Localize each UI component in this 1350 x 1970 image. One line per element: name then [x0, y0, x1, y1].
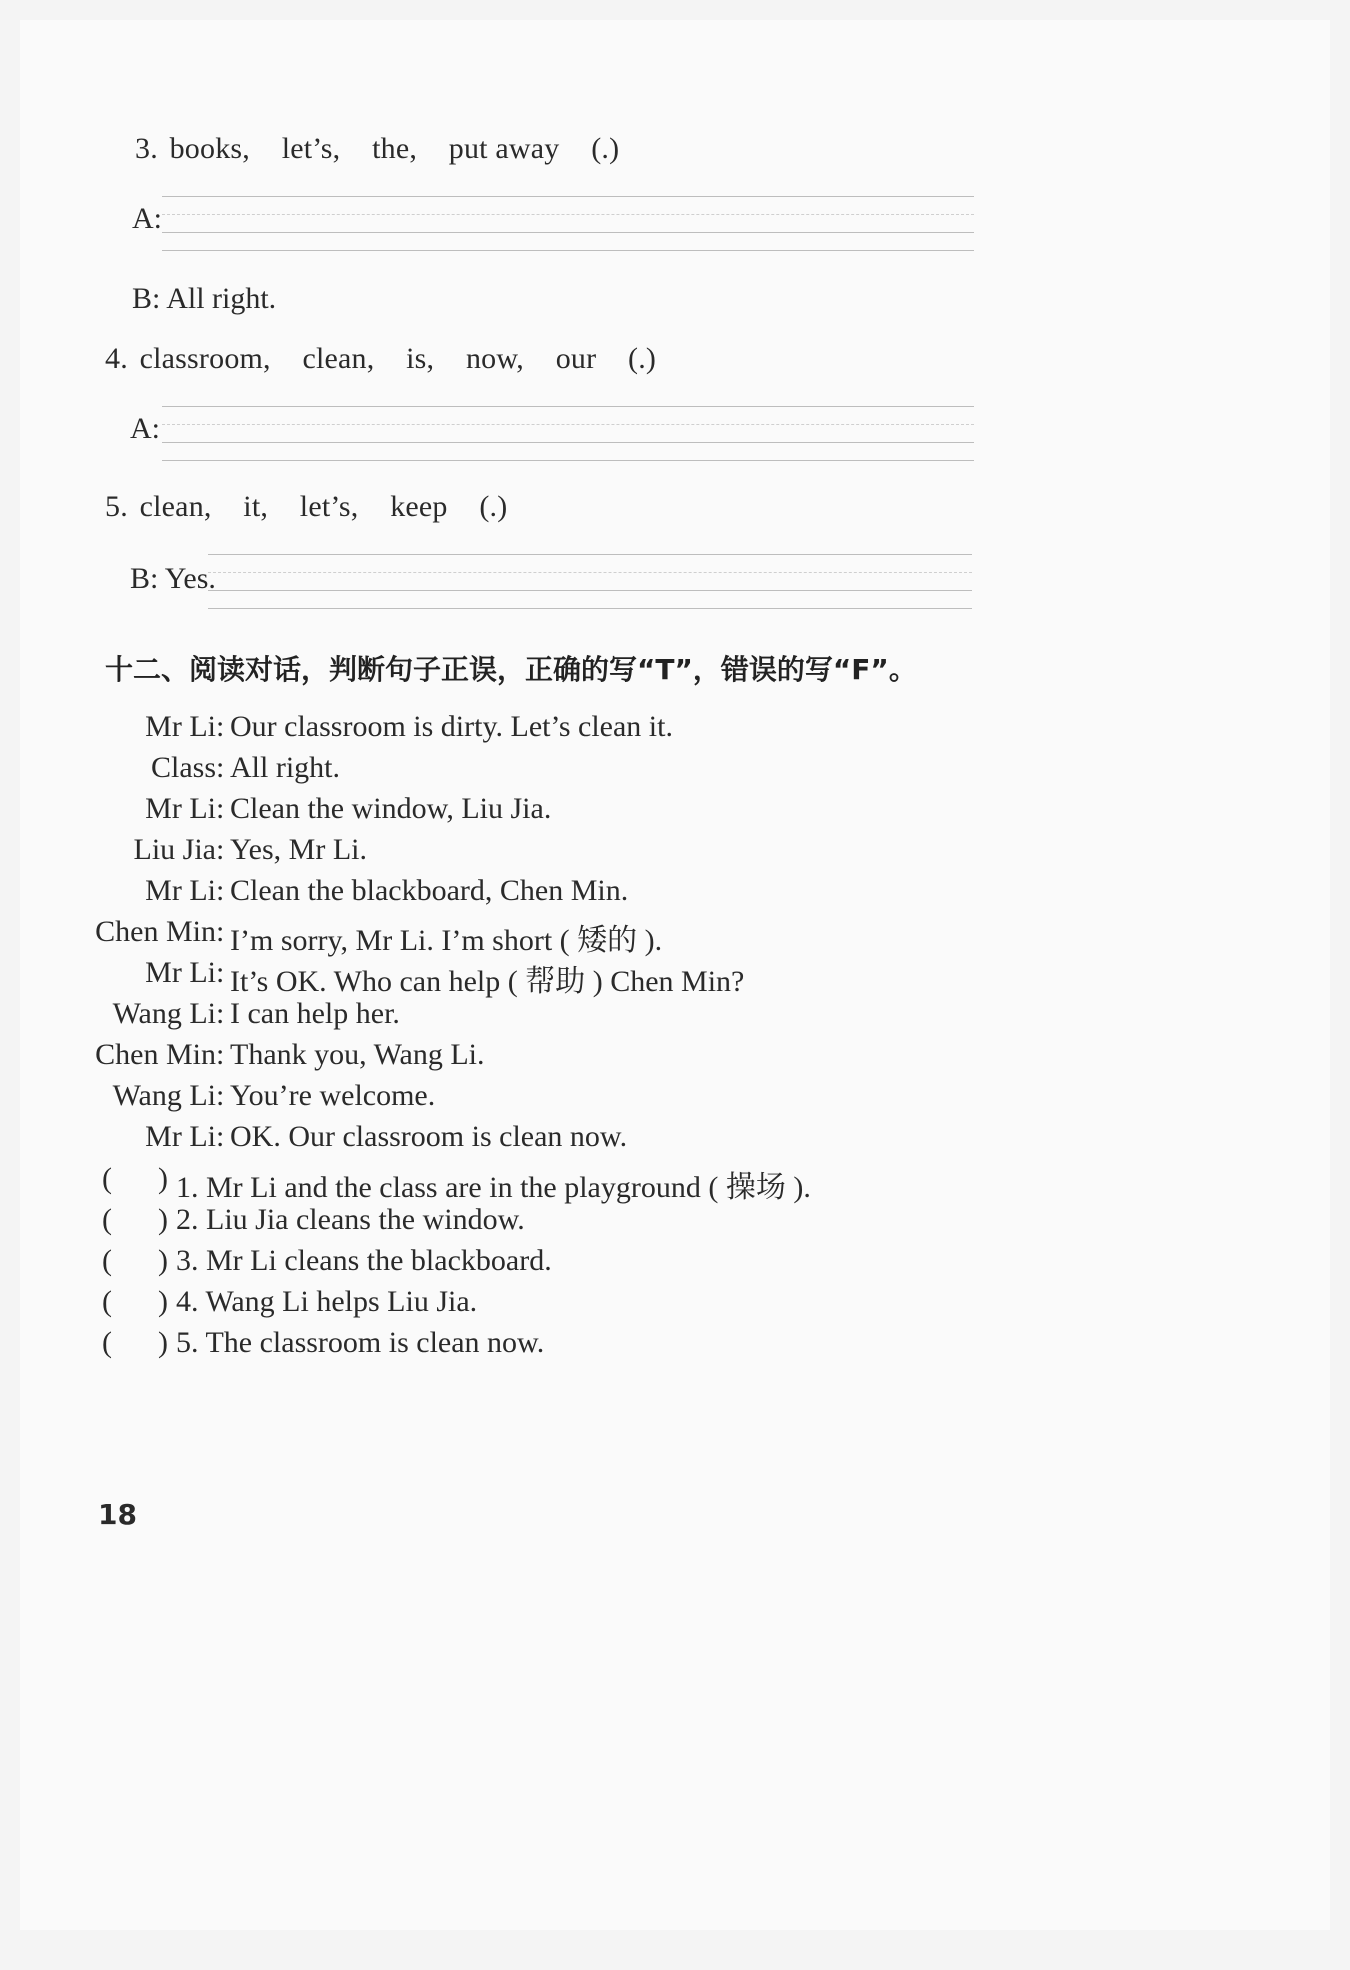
word-card: let’s, [299, 490, 359, 523]
answer-bracket-open[interactable]: ( [102, 1285, 112, 1318]
colon: : [216, 833, 225, 866]
answer-bracket-close[interactable]: ) [158, 1203, 168, 1236]
dialogue-line [20, 792, 1220, 832]
question-text: 4. Wang Li helps Liu Jia. [176, 1285, 478, 1318]
dialogue-line [20, 751, 1220, 791]
question-text: 3. Mr Li cleans the blackboard. [176, 1244, 552, 1277]
question-text: 2. Liu Jia cleans the window. [176, 1203, 525, 1236]
dialogue-speaker: Mr Li [145, 710, 216, 743]
dialogue-text: I can help her. [230, 997, 400, 1030]
colon: : [216, 997, 225, 1030]
dialogue-line [20, 1120, 1220, 1160]
dialogue-speaker: Liu Jia [133, 833, 216, 866]
colon: : [216, 1038, 225, 1071]
answer-bracket-close[interactable]: ) [158, 1326, 168, 1359]
question-text: 1. Mr Li and the class are in the playground ( 操场 ). [176, 1171, 811, 1204]
dialogue-text: Clean the blackboard, Chen Min. [230, 874, 629, 907]
word-card: classroom, [139, 342, 271, 375]
dialogue-speaker: Mr Li [145, 792, 216, 825]
exercise-5-prompt [105, 490, 531, 524]
dialogue-speaker: Wang Li [112, 997, 216, 1030]
dialogue-speaker: Class [150, 751, 216, 784]
answer-speaker-label: B: Yes. [130, 562, 216, 595]
word-card: (.) [479, 490, 508, 523]
word-card: is, [406, 342, 435, 375]
answer-writing-lines[interactable] [208, 554, 972, 624]
dialogue-text: Thank you, Wang Li. [230, 1038, 485, 1071]
given-reply: B: All right. [132, 282, 277, 315]
dialogue-text: It’s OK. Who can help ( 帮助 ) Chen Min? [230, 965, 745, 998]
word-card: it, [243, 490, 269, 523]
word-card: (.) [628, 342, 657, 375]
word-card: put away [448, 132, 560, 165]
dialogue-text: You’re welcome. [230, 1079, 436, 1112]
tf-question [102, 1285, 1202, 1325]
section-title: 十二、阅读对话，判断句子正误，正确的写“T”，错误的写“F”。 [105, 653, 917, 686]
word-card: keep [390, 490, 448, 523]
answer-writing-lines[interactable] [162, 196, 974, 266]
dialogue-line [20, 710, 1220, 750]
dialogue-line [20, 915, 1220, 955]
tf-question [102, 1244, 1202, 1284]
word-card: clean, [302, 342, 375, 375]
dialogue-line [20, 833, 1220, 873]
colon: : [216, 1079, 225, 1112]
colon: : [216, 1120, 225, 1153]
colon: : [216, 874, 225, 907]
word-card: (.) [591, 132, 620, 165]
answer-speaker-label: A: [132, 202, 162, 235]
answer-speaker-label: A: [130, 412, 160, 445]
word-card: clean, [139, 490, 212, 523]
dialogue-text: OK. Our classroom is clean now. [230, 1120, 628, 1153]
dialogue-speaker: Mr Li [145, 874, 216, 907]
word-card: books, [169, 132, 250, 165]
answer-bracket-open[interactable]: ( [102, 1326, 112, 1359]
page-number: 18 [98, 1498, 137, 1531]
dialogue-text: Our classroom is dirty. Let’s clean it. [230, 710, 673, 743]
dialogue-line [20, 1079, 1220, 1119]
dialogue-text: Yes, Mr Li. [230, 833, 367, 866]
dialogue-speaker: Mr Li [145, 956, 216, 989]
colon: : [216, 710, 225, 743]
dialogue-line [20, 874, 1220, 914]
colon: : [216, 792, 225, 825]
answer-bracket-open[interactable]: ( [102, 1162, 112, 1195]
answer-writing-lines[interactable] [162, 406, 974, 476]
colon: : [216, 751, 225, 784]
word-card: now, [465, 342, 524, 375]
dialogue-text: All right. [230, 751, 340, 784]
question-text: 5. The classroom is clean now. [176, 1326, 545, 1359]
tf-question [102, 1203, 1202, 1243]
colon: : [216, 915, 225, 948]
answer-bracket-close[interactable]: ) [158, 1285, 168, 1318]
worksheet-page [20, 20, 1330, 1930]
word-card: the, [372, 132, 418, 165]
dialogue-speaker: Chen Min [95, 1038, 216, 1071]
dialogue-line [20, 1038, 1220, 1078]
exercise-number: 5. [105, 490, 128, 523]
word-card: our [555, 342, 597, 375]
tf-question [102, 1162, 1202, 1202]
dialogue-speaker: Wang Li [112, 1079, 216, 1112]
colon: : [216, 956, 225, 989]
dialogue-line [20, 956, 1220, 996]
tf-question [102, 1326, 1202, 1366]
answer-bracket-close[interactable]: ) [158, 1244, 168, 1277]
answer-bracket-open[interactable]: ( [102, 1203, 112, 1236]
dialogue-speaker: Chen Min [95, 915, 216, 948]
answer-bracket-open[interactable]: ( [102, 1244, 112, 1277]
dialogue-line [20, 997, 1220, 1037]
dialogue-speaker: Mr Li [145, 1120, 216, 1153]
exercise-4-prompt [105, 342, 680, 376]
exercise-3-prompt [135, 132, 643, 166]
exercise-number: 3. [135, 132, 158, 165]
exercise-number: 4. [105, 342, 128, 375]
dialogue-text: Clean the window, Liu Jia. [230, 792, 552, 825]
answer-bracket-close[interactable]: ) [158, 1162, 168, 1195]
word-card: let’s, [281, 132, 341, 165]
dialogue-text: I’m sorry, Mr Li. I’m short ( 矮的 ). [230, 924, 663, 957]
